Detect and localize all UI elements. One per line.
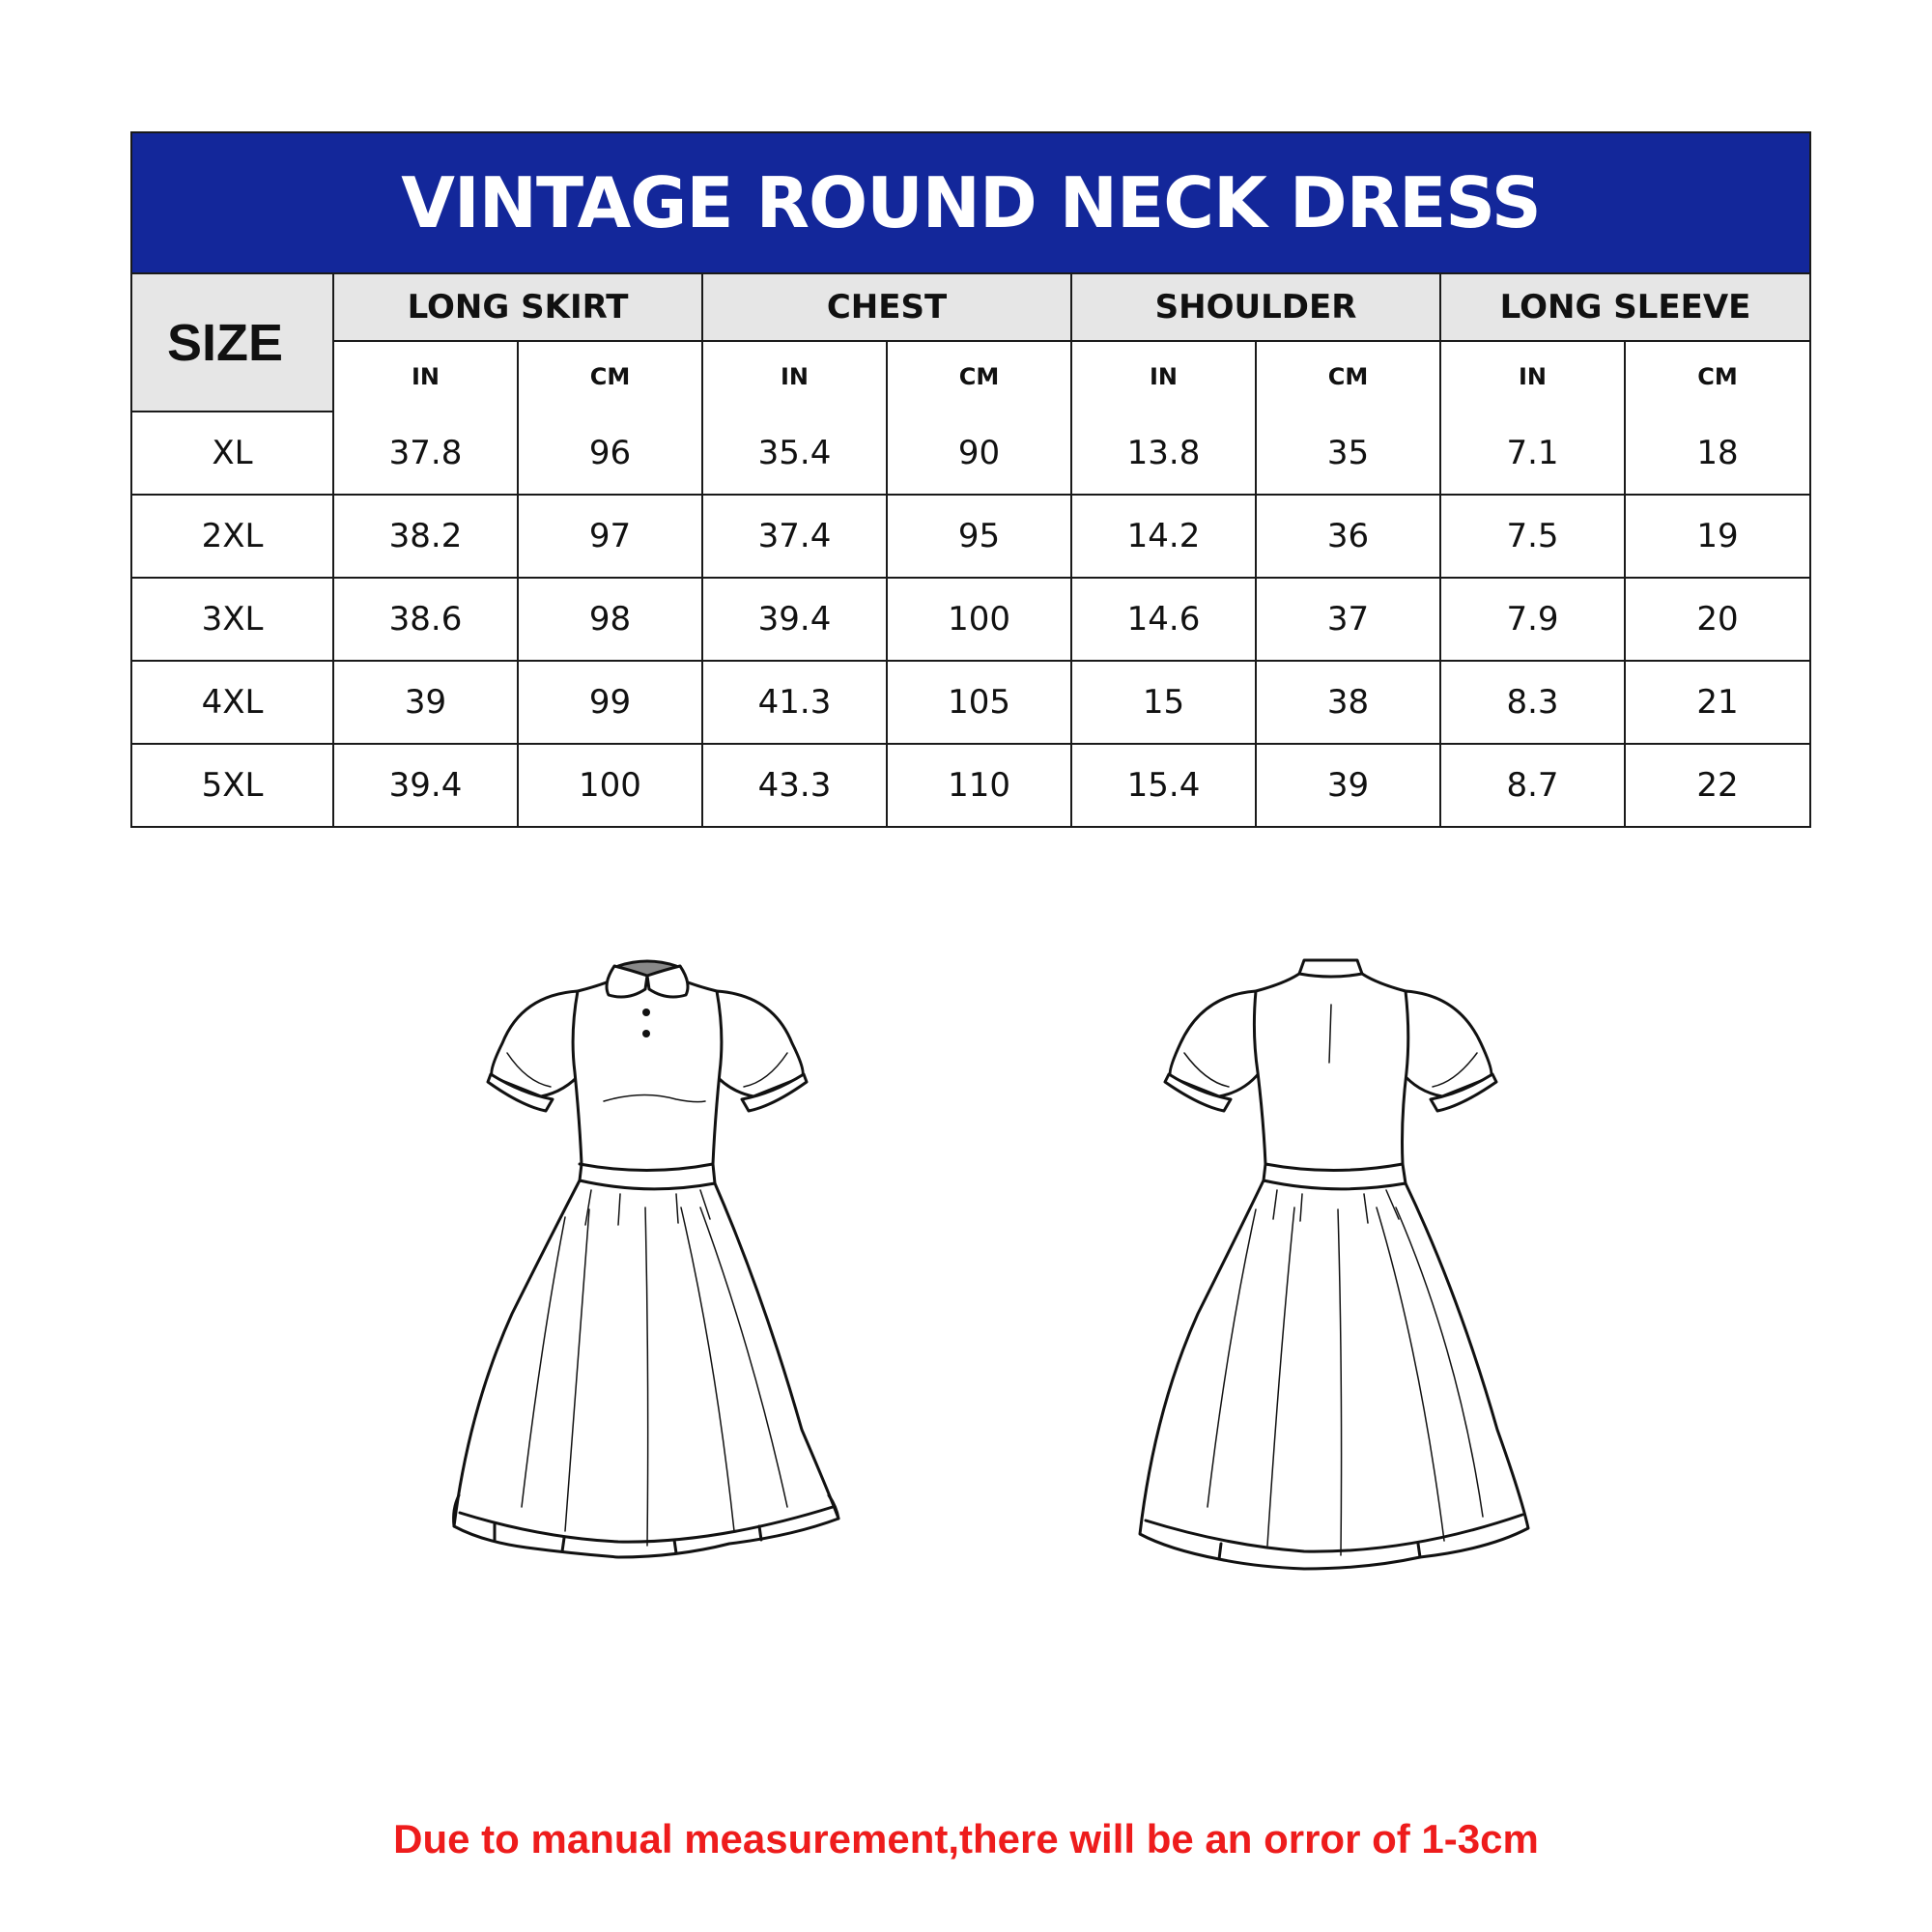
value-cell: 39.4 xyxy=(333,744,518,826)
unit-header: IN xyxy=(1071,341,1256,412)
value-cell: 99 xyxy=(518,661,702,744)
value-cell: 39.4 xyxy=(702,578,887,661)
value-cell: 110 xyxy=(887,744,1071,826)
unit-header: IN xyxy=(702,341,887,412)
value-cell: 100 xyxy=(518,744,702,826)
value-cell: 14.2 xyxy=(1071,495,1256,578)
size-chart xyxy=(130,131,1811,828)
unit-header: IN xyxy=(1440,341,1625,412)
table-row xyxy=(132,578,1809,661)
value-cell: 97 xyxy=(518,495,702,578)
value-cell: 7.1 xyxy=(1440,412,1625,495)
header-chest: CHEST xyxy=(702,274,1071,341)
size-cell: 2XL xyxy=(132,495,333,578)
chart-title: VINTAGE ROUND NECK DRESS xyxy=(401,162,1541,243)
header-shoulder: SHOULDER xyxy=(1071,274,1440,341)
value-cell: 21 xyxy=(1625,661,1809,744)
value-cell: 100 xyxy=(887,578,1071,661)
unit-header: CM xyxy=(518,341,702,412)
dress-front-icon xyxy=(454,961,838,1557)
table-row xyxy=(132,661,1809,744)
value-cell: 35.4 xyxy=(702,412,887,495)
table-row xyxy=(132,495,1809,578)
value-cell: 37 xyxy=(1256,578,1440,661)
size-header: SIZE xyxy=(132,274,333,412)
table-row xyxy=(132,744,1809,826)
value-cell: 98 xyxy=(518,578,702,661)
size-cell: XL xyxy=(132,412,333,495)
table-row xyxy=(132,412,1809,495)
value-cell: 95 xyxy=(887,495,1071,578)
header-long-skirt: LONG SKIRT xyxy=(333,274,702,341)
value-cell: 39 xyxy=(1256,744,1440,826)
size-table xyxy=(132,274,1809,826)
value-cell: 90 xyxy=(887,412,1071,495)
dress-back-icon xyxy=(1140,960,1528,1569)
value-cell: 38.2 xyxy=(333,495,518,578)
value-cell: 8.7 xyxy=(1440,744,1625,826)
value-cell: 19 xyxy=(1625,495,1809,578)
value-cell: 20 xyxy=(1625,578,1809,661)
footnote: Due to manual measurement,there will be an orror of 1-3cm xyxy=(393,1816,1539,1861)
value-cell: 15 xyxy=(1071,661,1256,744)
value-cell: 18 xyxy=(1625,412,1809,495)
title-bar xyxy=(132,133,1809,274)
value-cell: 96 xyxy=(518,412,702,495)
value-cell: 8.3 xyxy=(1440,661,1625,744)
header-long-sleeve: LONG SLEEVE xyxy=(1440,274,1809,341)
value-cell: 39 xyxy=(333,661,518,744)
value-cell: 43.3 xyxy=(702,744,887,826)
value-cell: 38.6 xyxy=(333,578,518,661)
value-cell: 15.4 xyxy=(1071,744,1256,826)
value-cell: 36 xyxy=(1256,495,1440,578)
value-cell: 38 xyxy=(1256,661,1440,744)
value-cell: 7.5 xyxy=(1440,495,1625,578)
value-cell: 14.6 xyxy=(1071,578,1256,661)
unit-header: CM xyxy=(1256,341,1440,412)
size-cell: 3XL xyxy=(132,578,333,661)
value-cell: 22 xyxy=(1625,744,1809,826)
value-cell: 13.8 xyxy=(1071,412,1256,495)
value-cell: 37.8 xyxy=(333,412,518,495)
value-cell: 37.4 xyxy=(702,495,887,578)
value-cell: 41.3 xyxy=(702,661,887,744)
value-cell: 105 xyxy=(887,661,1071,744)
size-cell: 5XL xyxy=(132,744,333,826)
unit-header: IN xyxy=(333,341,518,412)
size-cell: 4XL xyxy=(132,661,333,744)
unit-header: CM xyxy=(887,341,1071,412)
value-cell: 35 xyxy=(1256,412,1440,495)
dress-illustrations xyxy=(0,947,1932,1623)
unit-header: CM xyxy=(1625,341,1809,412)
value-cell: 7.9 xyxy=(1440,578,1625,661)
